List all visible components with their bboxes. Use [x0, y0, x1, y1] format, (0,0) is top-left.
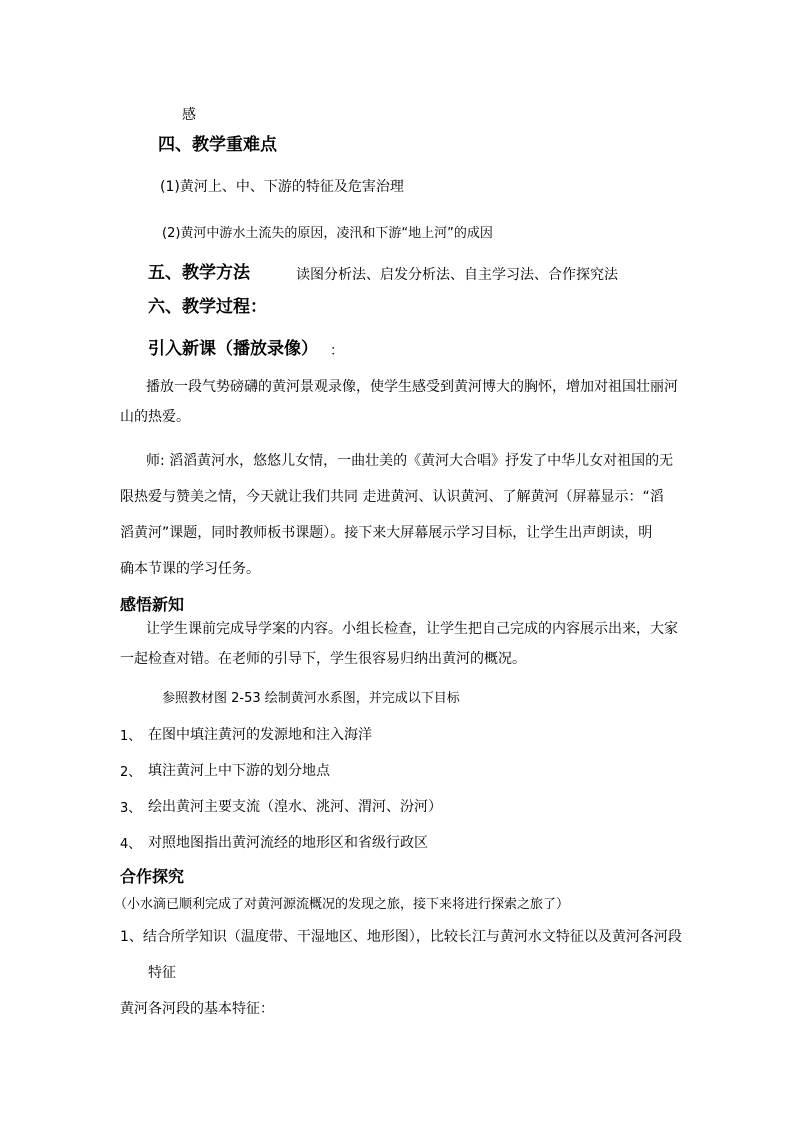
- cooperative-task-1-line-1: 1、结合所学知识（温度带、干湿地区、地形图），比较长江与黄河水文特征以及黄河各河段: [120, 929, 682, 945]
- intro-paragraph-2-line-1: 师: 滔滔黄河水，悠悠儿女情，一曲壮美的《黄河大合唱》抒发了中华儿女对祖国的无: [146, 453, 674, 469]
- new-knowledge-line-2: 一起检查对错。在老师的引导下，学生很容易归纳出黄河的概况。: [120, 651, 526, 667]
- methods-text: 读图分析法、启发分析法、自主学习法、合作探究法: [296, 267, 618, 283]
- list-item: 绘出黄河主要支流（湟水、洮河、渭河、汾河）: [148, 799, 442, 815]
- intro-heading: 引入新课（播放录像）: [148, 339, 318, 359]
- section-heading-new-knowledge: 感悟新知: [120, 595, 185, 614]
- intro-heading-colon: ：: [330, 343, 344, 359]
- list-item: 填注黄河上中下游的划分地点: [148, 763, 330, 779]
- section-heading-process: 六、教学过程：: [148, 297, 267, 317]
- section-heading-key-points: 四、教学重难点: [158, 135, 277, 155]
- list-item-number: 1、: [120, 729, 142, 744]
- cooperative-note: （小水滴已顺利完成了对黄河源流概况的发现之旅，接下来将进行探索之旅了）: [114, 897, 570, 912]
- new-knowledge-line-1: 让学生课前完成导学案的内容。小组长检查，让学生把自己完成的内容展示出来，大家: [146, 621, 678, 637]
- intro-paragraph-1-line-2: 山的热爱。: [120, 409, 190, 425]
- intro-paragraph-2-line-4: 确本节课的学习任务。: [120, 561, 260, 577]
- cooperative-task-1-line-2: 特征: [148, 965, 176, 981]
- list-item-number: 2、: [120, 765, 142, 780]
- section-heading-methods: 五、教学方法: [148, 263, 250, 283]
- intro-paragraph-2-line-3: 滔黄河”课题，同时教师板书课题）。接下来大屏幕展示学习目标，让学生出声朗读，明: [120, 525, 653, 541]
- key-point-1: (1)黄河上、中、下游的特征及危害治理: [160, 179, 404, 195]
- key-point-2: (2)黄河中游水土流失的原因，凌汛和下游“地上河”的成因: [162, 226, 493, 241]
- intro-paragraph-1-line-1: 播放一段气势磅礴的黄河景观录像，使学生感受到黄河博大的胸怀，增加对祖国壮丽河: [146, 379, 678, 395]
- reference-instruction: 参照教材图 2-53 绘制黄河水系图，并完成以下目标: [162, 691, 460, 706]
- river-sections-heading: 黄河各河段的基本特征：: [120, 1001, 274, 1017]
- list-item-number: 4、: [120, 837, 142, 852]
- list-item: 在图中填注黄河的发源地和注入海洋: [148, 727, 372, 743]
- text-fragment: 感: [182, 107, 196, 123]
- section-heading-cooperative-inquiry: 合作探究: [120, 867, 185, 886]
- intro-paragraph-2-line-2: 限热爱与赞美之情，今天就让我们共同 走进黄河、认识黄河、了解黄河（屏幕显示：“滔: [120, 489, 664, 505]
- list-item: 对照地图指出黄河流经的地形区和省级行政区: [148, 835, 428, 851]
- list-item-number: 3、: [120, 801, 142, 816]
